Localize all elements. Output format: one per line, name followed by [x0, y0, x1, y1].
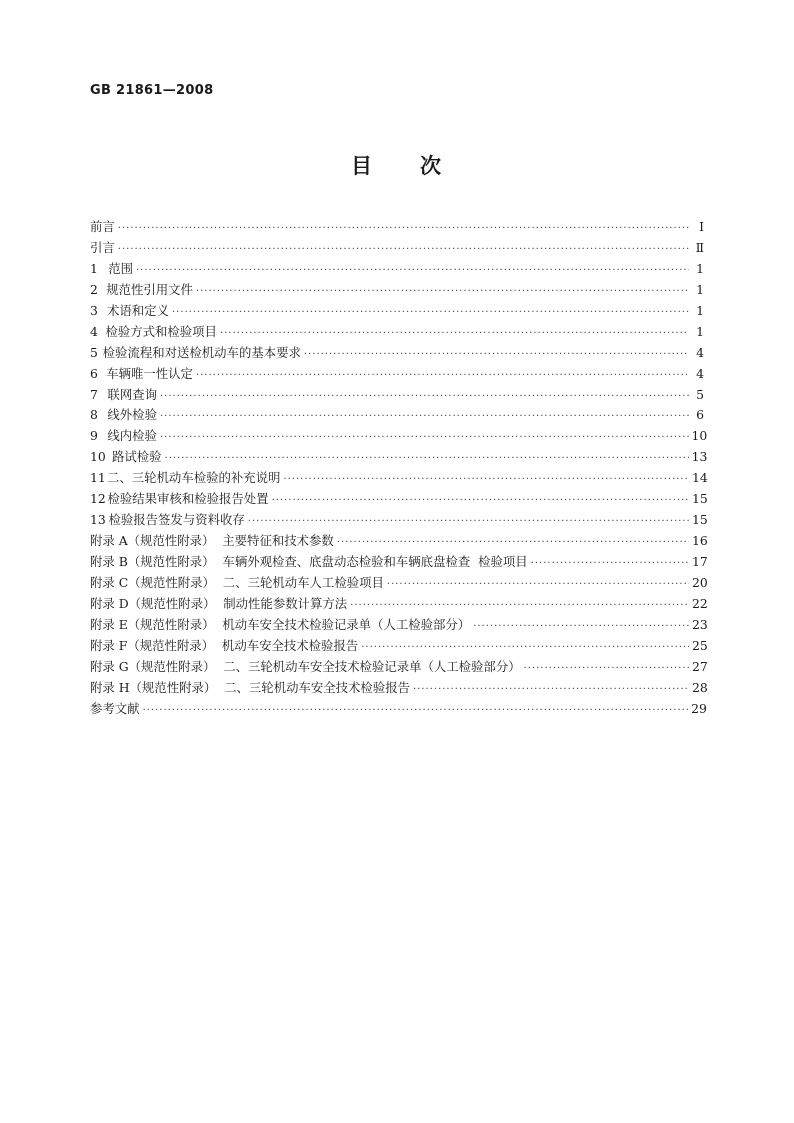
toc-entry-page: 15 [692, 491, 708, 507]
toc-dot-leader [248, 512, 689, 533]
toc-entry-page: 15 [692, 512, 708, 528]
toc-dot-leader [524, 659, 689, 680]
toc-entry-page: 10 [691, 428, 708, 444]
toc-entry-page: 17 [692, 554, 708, 569]
toc-entry-number: 4 [90, 323, 98, 339]
toc-entry[interactable] [90, 468, 708, 489]
toc-dot-leader [361, 638, 689, 659]
toc-dot-leader [143, 701, 689, 722]
toc-entry-number: 6 [90, 365, 98, 381]
toc-entry-label: 附录 A（规范性附录） 主要特征和技术参数 [90, 533, 334, 549]
toc-entry-page: 16 [692, 533, 708, 549]
toc-entry-label: 联网查询 [107, 386, 157, 402]
toc-entry[interactable] [90, 594, 708, 615]
toc-entry-page: 22 [692, 595, 708, 611]
toc-entry-label: 线外检验 [107, 407, 157, 423]
toc-entry-label: 附录 B（规范性附录） 车辆外观检查、底盘动态检验和车辆底盘检查 检验项目 [90, 554, 528, 569]
toc-entry-label: 检验方式和检验项目 [105, 323, 217, 339]
toc-dot-leader [160, 428, 689, 449]
toc-entry-page: 1 [696, 302, 704, 318]
toc-entry-label: 附录 E（规范性附录） 机动车安全技术检验记录单（人工检验部分） [90, 616, 471, 632]
toc-dot-leader [413, 680, 689, 701]
toc-entry[interactable] [90, 573, 708, 594]
toc-entry[interactable] [90, 364, 704, 385]
toc-entry[interactable] [90, 280, 704, 301]
toc-dot-leader [160, 387, 689, 408]
toc-entry-number: 2 [90, 281, 98, 297]
toc-entry-number: 3 [90, 302, 98, 318]
toc-entry-label: 线内检验 [107, 428, 157, 444]
toc-entry-label: 规范性引用文件 [106, 281, 193, 297]
toc-entry-page: Ⅰ [699, 219, 704, 234]
page-title [0, 150, 794, 180]
toc-entry[interactable] [90, 238, 704, 259]
toc-entry-label: 路试检验 [111, 449, 162, 465]
toc-entry-label: 前言 [90, 219, 115, 234]
toc-entry-number: 8 [90, 407, 98, 423]
toc-entry-number: 12 [90, 491, 106, 507]
toc-entry-page: 5 [696, 386, 704, 402]
toc-entry-label: 参考文献 [90, 700, 140, 716]
toc-entry-label: 引言 [90, 239, 115, 255]
toc-dot-leader [220, 324, 689, 345]
toc-dot-leader [350, 596, 689, 617]
toc-entry[interactable] [90, 699, 707, 720]
toc-entry-label: 二、三轮机动车检验的补充说明 [106, 470, 281, 486]
toc-dot-leader [473, 617, 689, 638]
toc-entry-page: 1 [696, 260, 704, 276]
standard-code: GB 21861—2008 [90, 83, 214, 98]
toc-dot-leader [165, 449, 689, 470]
toc-entry-label: 附录 C（规范性附录） 二、三轮机动车人工检验项目 [90, 574, 384, 590]
toc-dot-leader [337, 533, 689, 554]
toc-dot-leader [196, 282, 689, 303]
toc-entry-label: 附录 D（规范性附录） 制动性能参数计算方法 [90, 595, 348, 611]
toc-entry-label: 检验结果审核和检验报告处置 [107, 491, 269, 507]
toc-entry[interactable] [90, 301, 704, 322]
toc-entry[interactable] [90, 259, 704, 280]
toc-entry-page: 1 [696, 281, 704, 297]
toc-entry-page: 6 [696, 407, 704, 423]
toc-dot-leader [531, 554, 689, 575]
toc-entry[interactable] [90, 657, 708, 678]
toc-entry[interactable] [90, 426, 708, 447]
toc-dot-leader [136, 261, 689, 282]
toc-entry[interactable] [90, 447, 708, 468]
toc-entry[interactable] [90, 636, 708, 657]
toc-entry-label: 附录 F（规范性附录） 机动车安全技术检验报告 [90, 637, 359, 653]
toc-entry[interactable] [90, 552, 708, 573]
toc-dot-leader [160, 407, 689, 428]
toc-entry-label: 附录 H（规范性附录） 二、三轮机动车安全技术检验报告 [90, 679, 410, 695]
toc-entry-page: 20 [692, 574, 708, 590]
toc-entry-number: 11 [90, 470, 106, 486]
toc-entry-label: 范围 [108, 260, 133, 276]
toc-entry-page: Ⅱ [695, 239, 704, 255]
toc-entry-label: 附录 G（规范性附录） 二、三轮机动车安全技术检验记录单（人工检验部分） [90, 658, 521, 674]
toc-entry[interactable] [90, 531, 708, 552]
toc-entry[interactable] [90, 322, 704, 343]
title-part-1: 目 [351, 153, 374, 178]
toc-entry[interactable] [90, 678, 708, 699]
toc-entry-number: 13 [90, 512, 106, 528]
toc-dot-leader [387, 575, 689, 596]
toc-entry-page: 13 [691, 449, 708, 465]
toc-entry-page: 25 [692, 637, 708, 653]
toc-dot-leader [272, 491, 689, 512]
toc-entry-number: 7 [90, 386, 98, 402]
toc-dot-leader [172, 303, 689, 324]
toc-entry-page: 1 [696, 323, 704, 339]
toc-dot-leader [283, 470, 689, 491]
toc-entry-page: 27 [692, 658, 708, 674]
toc-entry-number: 1 [90, 260, 98, 276]
toc-entry-label: 检验流程和对送检机动车的基本要求 [102, 344, 301, 360]
toc-entry[interactable] [90, 489, 708, 510]
toc-entry-number: 10 [90, 449, 106, 465]
toc-dot-leader [196, 366, 689, 387]
toc-dot-leader [304, 345, 689, 366]
toc-entry-label: 术语和定义 [107, 302, 169, 318]
toc-entry-number: 5 [90, 344, 98, 360]
toc-entry-page: 4 [696, 344, 704, 360]
toc-entry-page: 23 [692, 616, 708, 632]
toc-entry-number: 9 [90, 428, 98, 444]
toc-entry[interactable] [90, 343, 704, 364]
toc-entry-label: 车辆唯一性认定 [106, 365, 193, 381]
toc-entry[interactable] [90, 405, 704, 426]
toc-entry-page: 29 [691, 700, 707, 716]
toc-entry[interactable] [90, 615, 708, 636]
toc-entry-label: 检验报告签发与资料收存 [108, 512, 245, 528]
toc-entry[interactable] [90, 510, 708, 531]
toc-entry-page: 4 [696, 365, 704, 381]
title-part-2: 次 [420, 153, 443, 178]
toc-entry-page: 28 [692, 679, 708, 695]
toc-dot-leader [118, 240, 689, 261]
toc-entry-page: 14 [692, 470, 708, 486]
toc-dot-leader [118, 219, 689, 240]
toc-entry[interactable] [90, 217, 704, 238]
table-of-contents [90, 217, 708, 720]
toc-entry[interactable] [90, 385, 704, 406]
